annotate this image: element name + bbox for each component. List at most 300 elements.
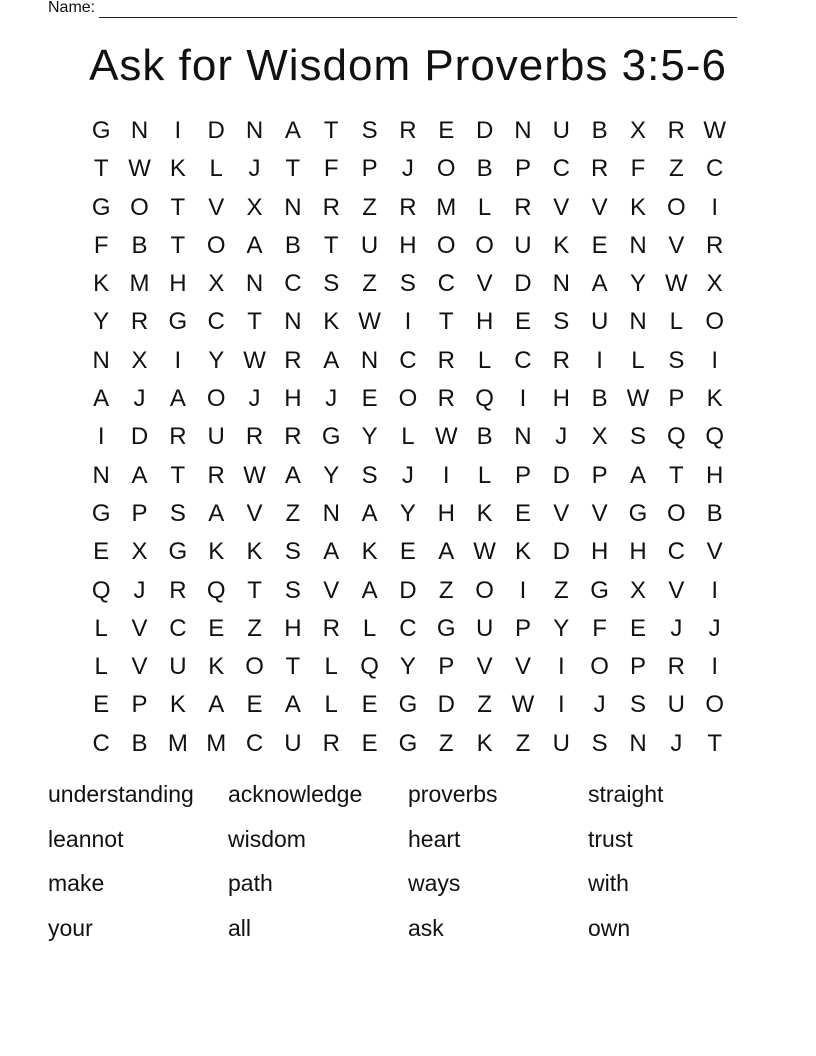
grid-letter: W xyxy=(703,117,726,144)
grid-letter: E xyxy=(93,538,110,566)
grid-letter: V xyxy=(553,193,570,221)
grid-letter: O xyxy=(130,193,149,221)
grid-letter: B xyxy=(591,385,608,413)
grid-letter: Z xyxy=(438,729,454,757)
grid-letter: T xyxy=(170,231,186,259)
grid-letter: I xyxy=(174,346,182,374)
grid-letter: C xyxy=(92,729,110,757)
grid-letter: V xyxy=(553,499,570,527)
grid-row xyxy=(82,610,734,648)
grid-letter: O xyxy=(206,231,226,259)
grid-letter: R xyxy=(284,346,302,374)
grid-letter: P xyxy=(668,385,685,413)
grid-letter: D xyxy=(207,117,225,144)
grid-letter: W xyxy=(511,691,535,719)
grid-letter: E xyxy=(438,117,455,144)
name-field[interactable] xyxy=(48,0,737,18)
grid-letter: Q xyxy=(206,576,226,604)
grid-letter: K xyxy=(169,155,186,183)
grid-letter: U xyxy=(169,653,187,681)
grid-letter: S xyxy=(399,270,416,298)
word-bank-item: wisdom xyxy=(228,825,306,852)
word-bank-item: ask xyxy=(408,914,444,941)
grid-letter: T xyxy=(668,461,684,489)
grid-letter: N xyxy=(629,231,647,259)
grid-letter: Y xyxy=(629,270,646,298)
word-bank-item: acknowledge xyxy=(228,781,363,807)
word-bank-row xyxy=(48,777,768,822)
grid-letter: R xyxy=(437,346,455,374)
grid-letter: E xyxy=(361,385,378,413)
grid-row xyxy=(82,533,734,571)
grid-letter: A xyxy=(208,499,225,527)
grid-letter: W xyxy=(243,461,266,489)
grid-row xyxy=(82,572,734,610)
grid-letter: A xyxy=(591,270,608,298)
page-title: Ask for Wisdom Proverbs 3:5-6 xyxy=(89,41,727,90)
grid-letter: R xyxy=(552,346,570,374)
grid-letter: Z xyxy=(553,576,569,604)
grid-letter: A xyxy=(208,691,225,719)
grid-letter: N xyxy=(360,346,379,374)
grid-letter: L xyxy=(362,614,377,642)
grid-letter: M xyxy=(436,193,457,221)
grid-letter: S xyxy=(284,576,301,604)
grid-letter: O xyxy=(475,231,494,259)
word-bank-row xyxy=(48,822,768,867)
grid-letter: K xyxy=(553,231,570,259)
grid-letter: N xyxy=(514,117,532,144)
grid-letter: U xyxy=(475,614,494,642)
grid-letter: W xyxy=(128,155,151,183)
grid-letter: N xyxy=(552,270,570,298)
grid-letter: Z xyxy=(285,499,301,527)
grid-letter: C xyxy=(207,308,225,336)
grid-letter: S xyxy=(323,270,340,298)
grid-letter: K xyxy=(706,385,723,413)
grid-letter: R xyxy=(245,423,264,451)
grid-letter: F xyxy=(630,155,646,183)
grid-letter: Z xyxy=(477,691,492,719)
grid-letter: D xyxy=(552,461,570,489)
grid-letter: D xyxy=(475,117,494,144)
grid-letter: R xyxy=(169,576,187,604)
grid-letter: Q xyxy=(360,653,379,681)
grid-letter: R xyxy=(590,155,609,183)
grid-letter: C xyxy=(514,346,532,374)
grid-letter: H xyxy=(552,385,570,413)
grid-letter: J xyxy=(708,614,721,642)
grid-letter: X xyxy=(629,576,646,604)
grid-letter: R xyxy=(169,423,187,451)
grid-letter: S xyxy=(591,729,608,757)
grid-letter: R xyxy=(322,193,340,221)
grid-letter: J xyxy=(401,155,414,183)
grid-letter: B xyxy=(284,231,301,259)
grid-letter: G xyxy=(321,423,341,451)
grid-letter: V xyxy=(131,653,148,681)
grid-letter: H xyxy=(475,308,494,336)
grid-row xyxy=(82,495,734,533)
grid-letter: K xyxy=(514,538,531,566)
grid-letter: I xyxy=(711,193,718,221)
grid-letter: F xyxy=(592,614,607,642)
grid-letter: R xyxy=(667,653,685,681)
grid-letter: N xyxy=(130,117,149,144)
grid-letter: Z xyxy=(362,270,377,298)
grid-letter: L xyxy=(477,193,492,221)
grid-letter: A xyxy=(323,346,340,374)
grid-letter: A xyxy=(361,499,378,527)
grid-letter: I xyxy=(519,576,527,604)
grid-letter: B xyxy=(131,729,148,757)
grid-letter: U xyxy=(552,117,570,144)
grid-letter: N xyxy=(245,270,264,298)
word-bank-item: all xyxy=(228,914,252,941)
grid-letter: M xyxy=(129,270,150,298)
word-bank-item: your xyxy=(48,914,93,941)
word-bank-row xyxy=(48,866,768,911)
grid-letter: E xyxy=(361,729,378,757)
grid-row xyxy=(82,342,734,380)
grid-letter: U xyxy=(667,691,685,719)
grid-letter: C xyxy=(399,346,417,374)
grid-letter: V xyxy=(668,231,685,259)
grid-row xyxy=(82,380,734,418)
grid-letter: R xyxy=(437,385,455,413)
grid-letter: I xyxy=(557,653,565,681)
grid-letter: K xyxy=(246,538,263,566)
grid-letter: E xyxy=(399,538,416,566)
grid-letter: J xyxy=(593,691,606,719)
grid-letter: V xyxy=(476,653,493,681)
grid-letter: K xyxy=(629,193,646,221)
grid-letter: P xyxy=(131,691,148,719)
grid-row xyxy=(82,112,734,150)
grid-letter: H xyxy=(437,499,455,527)
grid-letter: O xyxy=(436,155,456,183)
grid-letter: S xyxy=(629,423,646,451)
grid-letter: R xyxy=(322,729,340,757)
grid-letter: H xyxy=(590,538,609,566)
grid-letter: E xyxy=(591,231,608,259)
grid-letter: V xyxy=(514,653,531,681)
grid-letter: L xyxy=(324,653,338,681)
grid-letter: V xyxy=(323,576,340,604)
grid-letter: W xyxy=(358,308,381,336)
grid-letter: O xyxy=(475,576,494,604)
grid-letter: I xyxy=(97,423,105,451)
grid-letter: N xyxy=(284,308,302,336)
grid-letter: A xyxy=(93,385,110,413)
grid-letter: U xyxy=(552,729,570,757)
grid-letter: I xyxy=(596,346,603,374)
grid-letter: P xyxy=(131,499,148,527)
grid-letter: Y xyxy=(553,614,570,642)
grid-letter: B xyxy=(591,117,608,144)
name-underline[interactable] xyxy=(99,3,737,18)
grid-letter: X xyxy=(591,423,608,451)
grid-letter: J xyxy=(670,729,683,757)
grid-letter: F xyxy=(93,231,109,259)
grid-letter: C xyxy=(399,614,417,642)
grid-letter: G xyxy=(590,576,609,604)
word-bank-item: own xyxy=(588,914,631,941)
grid-letter: V xyxy=(246,499,263,527)
grid-letter: W xyxy=(665,270,688,298)
grid-letter: T xyxy=(707,729,722,757)
grid-letter: O xyxy=(590,653,609,681)
grid-letter: U xyxy=(514,231,532,259)
grid-letter: I xyxy=(711,653,718,681)
grid-letter: B xyxy=(476,155,493,183)
grid-letter: O xyxy=(666,499,686,527)
grid-letter: G xyxy=(91,117,111,144)
grid-letter: G xyxy=(398,729,418,757)
grid-letter: Y xyxy=(399,499,416,527)
grid-letter: S xyxy=(361,117,378,144)
grid-letter: T xyxy=(247,576,262,604)
grid-letter: C xyxy=(667,538,685,566)
word-bank-item: make xyxy=(48,870,105,897)
grid-letter: U xyxy=(360,231,379,259)
grid-letter: R xyxy=(130,308,149,336)
grid-letter: Y xyxy=(361,423,378,451)
grid-letter: H xyxy=(169,270,187,298)
grid-letter: L xyxy=(209,155,223,183)
grid-letter: T xyxy=(247,308,262,336)
grid-letter: N xyxy=(514,423,532,451)
grid-letter: L xyxy=(94,653,108,681)
grid-letter: R xyxy=(399,193,417,221)
grid-letter: Q xyxy=(666,423,686,451)
grid-letter: Z xyxy=(668,155,684,183)
grid-letter: Y xyxy=(93,308,110,336)
grid-letter: X xyxy=(208,270,225,298)
grid-letter: G xyxy=(168,308,188,336)
grid-letter: O xyxy=(705,308,724,336)
grid-letter: R xyxy=(706,231,724,259)
grid-letter: J xyxy=(555,423,568,451)
grid-letter: Y xyxy=(208,346,225,374)
grid-letter: C xyxy=(552,155,570,183)
grid-letter: L xyxy=(324,691,338,719)
grid-letter: B xyxy=(131,231,148,259)
grid-letter: V xyxy=(591,193,608,221)
grid-letter: Y xyxy=(399,653,416,681)
grid-letter: W xyxy=(243,346,266,374)
grid-letter: P xyxy=(514,461,531,489)
grid-letter: A xyxy=(284,117,301,144)
grid-letter: M xyxy=(167,729,188,757)
grid-row xyxy=(82,725,734,763)
grid-letter: P xyxy=(629,653,646,681)
grid-letter: I xyxy=(519,385,527,413)
grid-letter: H xyxy=(284,614,302,642)
grid-letter: A xyxy=(284,691,301,719)
word-bank-item: with xyxy=(588,870,629,897)
grid-letter: L xyxy=(401,423,415,451)
grid-letter: G xyxy=(628,499,648,527)
grid-letter: S xyxy=(629,691,646,719)
grid-letter: I xyxy=(711,346,718,374)
grid-letter: Z xyxy=(515,729,531,757)
grid-letter: G xyxy=(436,614,456,642)
grid-letter: Y xyxy=(323,461,340,489)
grid-letter: L xyxy=(477,461,492,489)
grid-letter: H xyxy=(706,461,724,489)
word-bank-item: path xyxy=(228,870,273,897)
grid-letter: U xyxy=(284,729,302,757)
grid-letter: N xyxy=(629,308,647,336)
grid-letter: X xyxy=(706,270,723,298)
grid-letter: J xyxy=(670,614,683,642)
grid-letter: R xyxy=(514,193,532,221)
grid-letter: E xyxy=(93,691,110,719)
grid-letter: S xyxy=(169,499,186,527)
grid-letter: N xyxy=(245,117,264,144)
grid-letter: N xyxy=(92,346,110,374)
grid-letter: A xyxy=(169,385,186,413)
grid-row xyxy=(82,150,734,188)
grid-letter: U xyxy=(207,423,225,451)
grid-row xyxy=(82,648,734,686)
grid-letter: E xyxy=(514,308,531,336)
grid-letter: R xyxy=(667,117,685,144)
grid-letter: C xyxy=(245,729,264,757)
grid-letter: E xyxy=(629,614,646,642)
grid-letter: D xyxy=(399,576,417,604)
grid-letter: X xyxy=(131,346,148,374)
grid-row xyxy=(82,686,734,724)
grid-letter: K xyxy=(323,308,340,336)
grid-letter: J xyxy=(325,385,338,413)
grid-letter: G xyxy=(91,193,111,221)
grid-letter: E xyxy=(514,499,531,527)
grid-letter: N xyxy=(322,499,340,527)
grid-letter: E xyxy=(208,614,225,642)
grid-row xyxy=(82,227,734,265)
grid-letter: J xyxy=(133,385,146,413)
grid-letter: K xyxy=(93,270,110,298)
grid-letter: Q xyxy=(475,385,494,413)
grid-letter: X xyxy=(629,117,646,144)
grid-letter: E xyxy=(246,691,263,719)
grid-letter: G xyxy=(398,691,418,719)
grid-letter: K xyxy=(361,538,378,566)
grid-letter: W xyxy=(473,538,496,566)
word-bank-item: heart xyxy=(408,825,461,852)
grid-letter: O xyxy=(705,691,724,719)
word-bank-row xyxy=(48,911,768,956)
grid-letter: H xyxy=(284,385,302,413)
grid-letter: T xyxy=(170,193,186,221)
grid-letter: Q xyxy=(705,423,724,451)
grid-letter: C xyxy=(437,270,455,298)
grid-letter: R xyxy=(207,461,225,489)
grid-letter: Q xyxy=(91,576,111,604)
grid-letter: T xyxy=(438,308,454,336)
grid-letter: V xyxy=(668,576,685,604)
word-bank xyxy=(48,777,768,955)
grid-letter: V xyxy=(706,538,723,566)
grid-letter: A xyxy=(323,538,340,566)
grid-letter: S xyxy=(284,538,301,566)
grid-row xyxy=(82,457,734,495)
grid-letter: G xyxy=(91,499,111,527)
grid-letter: A xyxy=(246,231,263,259)
grid-letter: D xyxy=(130,423,149,451)
grid-letter: T xyxy=(323,231,339,259)
grid-letter: C xyxy=(706,155,724,183)
grid-letter: M xyxy=(206,729,227,757)
grid-letter: Z xyxy=(362,193,377,221)
grid-letter: O xyxy=(666,193,686,221)
grid-letter: V xyxy=(131,614,148,642)
grid-letter: P xyxy=(514,155,531,183)
grid-letter: L xyxy=(631,346,645,374)
grid-letter: F xyxy=(323,155,339,183)
grid-letter: Z xyxy=(247,614,262,642)
grid-letter: D xyxy=(437,691,455,719)
grid-letter: T xyxy=(285,653,301,681)
word-bank-item: understanding xyxy=(48,781,194,807)
letter-grid xyxy=(82,112,734,763)
name-label: Name: xyxy=(48,0,96,16)
grid-letter: L xyxy=(94,614,108,642)
grid-letter: W xyxy=(434,423,458,451)
grid-letter: E xyxy=(361,691,378,719)
grid-letter: D xyxy=(514,270,532,298)
grid-letter: O xyxy=(436,231,456,259)
grid-letter: W xyxy=(626,385,650,413)
grid-letter: G xyxy=(168,538,188,566)
grid-letter: Z xyxy=(438,576,454,604)
grid-letter: J xyxy=(248,385,261,413)
grid-letter: C xyxy=(169,614,187,642)
grid-letter: X xyxy=(246,193,263,221)
grid-letter: I xyxy=(442,461,450,489)
grid-row xyxy=(82,418,734,456)
grid-letter: N xyxy=(92,461,110,489)
grid-letter: R xyxy=(399,117,417,144)
grid-letter: R xyxy=(322,614,340,642)
grid-letter: J xyxy=(133,576,146,604)
grid-letter: K xyxy=(208,653,225,681)
grid-letter: I xyxy=(557,691,565,719)
grid-letter: I xyxy=(404,308,412,336)
grid-letter: N xyxy=(629,729,647,757)
grid-letter: B xyxy=(706,499,723,527)
grid-letter: C xyxy=(284,270,302,298)
grid-letter: O xyxy=(398,385,418,413)
grid-letter: O xyxy=(245,653,264,681)
grid-letter: A xyxy=(284,461,301,489)
grid-letter: V xyxy=(208,193,225,221)
grid-letter: S xyxy=(361,461,378,489)
grid-letter: V xyxy=(476,270,493,298)
grid-letter: A xyxy=(131,461,148,489)
grid-letter: A xyxy=(438,538,455,566)
grid-letter: A xyxy=(629,461,646,489)
grid-letter: K xyxy=(169,691,186,719)
grid-letter: P xyxy=(361,155,378,183)
grid-letter: P xyxy=(591,461,608,489)
grid-row xyxy=(82,303,734,341)
grid-letter: V xyxy=(591,499,608,527)
grid-letter: L xyxy=(477,346,492,374)
grid-letter: T xyxy=(323,117,339,144)
